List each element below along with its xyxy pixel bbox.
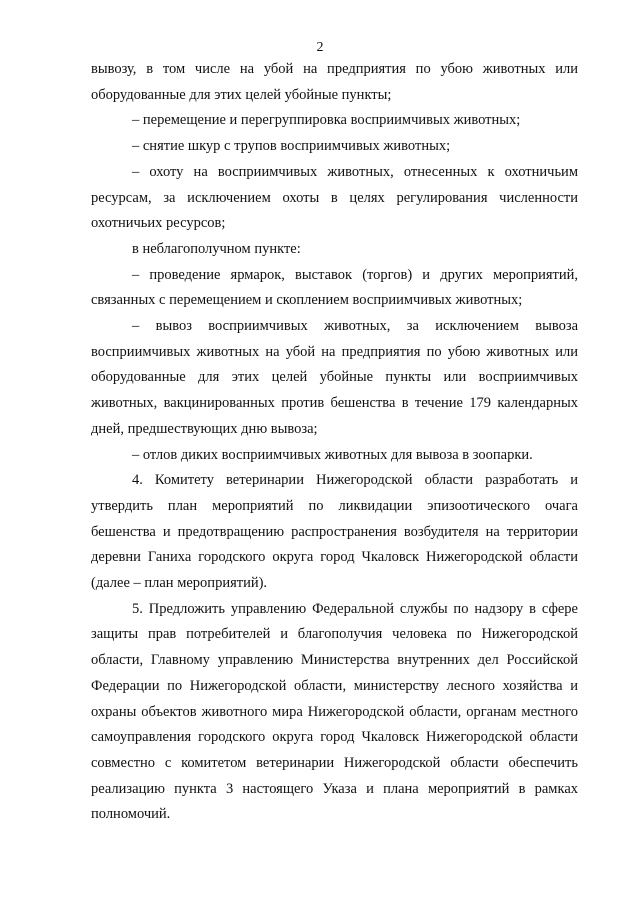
- paragraph-list-item: – отлов диких восприимчивых животных для вывоза в зоопарки.: [132, 446, 533, 463]
- paragraph-list-item: – проведение ярмарок, выставок (торгов) и других мероприятий, связанных с перемещением и скоплением восприимчивых животных;: [91, 266, 578, 309]
- paragraph-clause-5: 5. Предложить управлению Федеральной службы по надзору в сфере защиты прав потребителей и благополучия человека по Нижегородской области, Главному управлению Министерства внутренних дел Российской Федерации по Нижегородской области, министерству лесного хозяйства и охраны объектов животного мира Нижегородской области, органам местного самоуправления городского округа город Чкаловск Нижегородской области совместно с комитетом ветеринарии Нижегородской области обеспечить реализацию пункта 3 настоящего Указа и плана мероприятий в рамках полномочий.: [91, 600, 578, 823]
- paragraph-continuation: вывозу, в том числе на убой на предприятия по убою животных или оборудованные для этих целей убойные пункты;: [91, 61, 578, 103]
- paragraph-list-item: – вывоз восприимчивых животных, за исключением вывоза восприимчивых животных на убой на предприятия по убою животных или оборудованные для этих целей убойные пункты или восприимчивых животных, вакцинированных против бешенства в течение 179 календарных дней, предшествующих дню вывоза;: [91, 318, 578, 437]
- paragraph-list-item: – снятие шкур с трупов восприимчивых животных;: [132, 138, 451, 155]
- page-number: 2: [316, 40, 324, 55]
- paragraph-list-item: – охоту на восприимчивых животных, отнесенных к охотничьим ресурсам, за исключением охоты в целях регулирования численности охотничьих ресурсов;: [91, 163, 578, 232]
- document-body: [91, 57, 578, 828]
- paragraph-subheading: в неблагополучном пункте:: [132, 240, 301, 257]
- paragraph-clause-4: 4. Комитету ветеринарии Нижегородской области разработать и утвердить план мероприятий по ликвидации эпизоотического очага бешенства и предотвращению распространения возбудителя на территории деревни Ганиха городского округа город Чкаловск Нижегородской области (далее – план мероприятий).: [91, 472, 578, 592]
- paragraph-list-item: – перемещение и перегруппировка восприимчивых животных;: [132, 112, 521, 129]
